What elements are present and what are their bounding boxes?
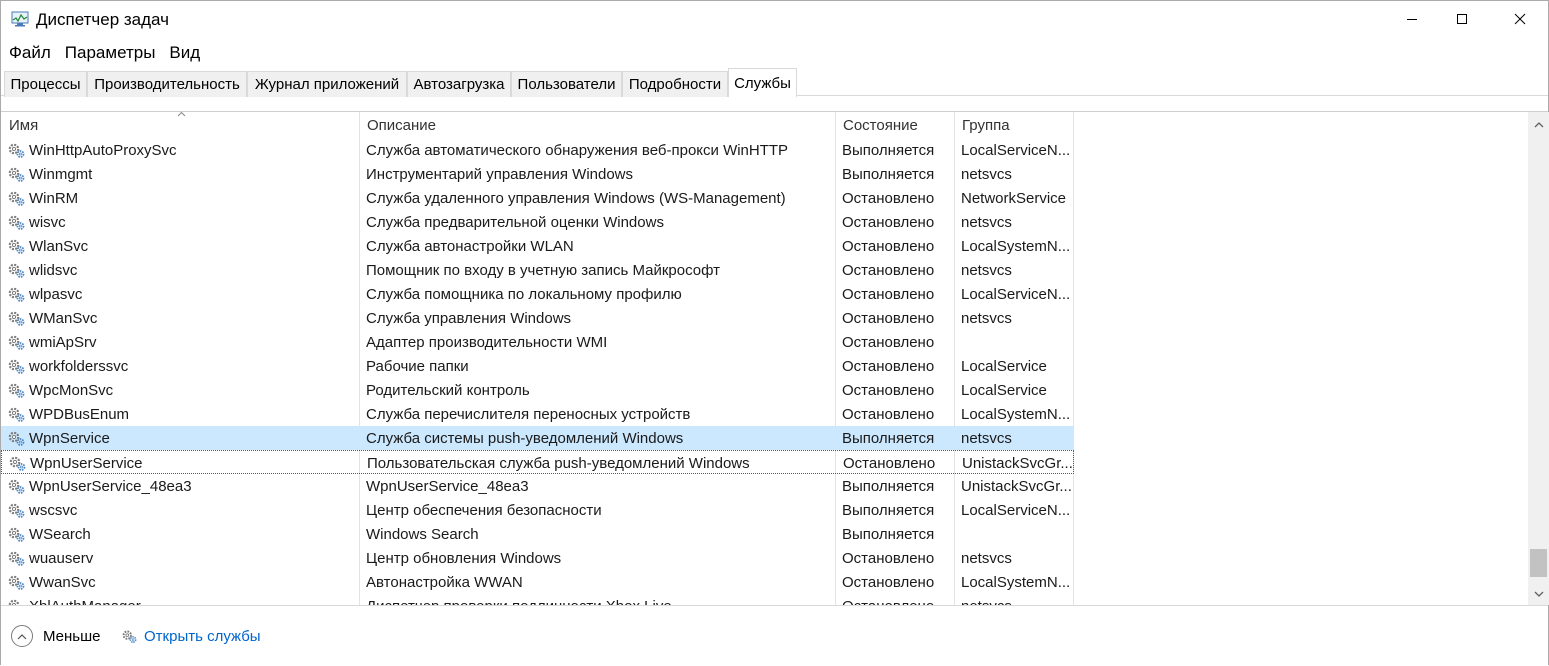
tab-startup[interactable]: Автозагрузка	[407, 71, 511, 97]
service-name: WwanSvc	[29, 573, 96, 591]
fewer-details-button[interactable]	[11, 623, 100, 649]
service-group: LocalServiceN...	[961, 501, 1071, 519]
service-status: Выполняется	[842, 165, 935, 183]
service-gear-icon	[7, 142, 26, 159]
service-group: netsvcs	[961, 213, 1012, 231]
column-header-description[interactable]	[359, 112, 835, 138]
service-group: LocalSystemN...	[961, 573, 1071, 591]
service-description: Адаптер производительности WMI	[366, 333, 608, 351]
fewer-details-label: Меньше	[43, 627, 101, 645]
table-row[interactable]	[1, 546, 1074, 570]
service-gear-icon	[7, 502, 26, 519]
table-row[interactable]	[1, 522, 1074, 546]
minimize-icon	[1406, 13, 1418, 25]
service-group: UnistackSvcGr...	[961, 477, 1072, 495]
table-row[interactable]	[1, 186, 1074, 210]
service-name: WinHttpAutoProxySvc	[29, 141, 177, 159]
service-description: WpnUserService_48ea3	[366, 477, 529, 495]
table-row[interactable]	[1, 354, 1074, 378]
service-group: LocalService	[961, 357, 1047, 375]
service-description: Родительский контроль	[366, 381, 530, 399]
table-row[interactable]	[1, 402, 1074, 426]
service-description: Служба удаленного управления Windows (WS-Management)	[366, 189, 786, 207]
menu-view[interactable]: Вид	[169, 43, 201, 62]
table-header	[1, 112, 1074, 138]
service-gear-icon	[7, 238, 26, 255]
service-status: Остановлено	[843, 454, 936, 472]
service-gear-icon	[8, 455, 27, 472]
footer	[1, 605, 1548, 666]
service-name: WSearch	[29, 525, 91, 543]
service-group: LocalService	[961, 381, 1047, 399]
service-group: netsvcs	[961, 549, 1012, 567]
service-status: Остановлено	[842, 309, 935, 327]
tab-app-history[interactable]: Журнал приложений	[247, 71, 407, 97]
service-name: WpcMonSvc	[29, 381, 114, 399]
chevron-up-circle-icon	[11, 625, 33, 647]
table-row[interactable]	[1, 138, 1074, 162]
service-status: Остановлено	[842, 333, 935, 351]
service-gear-icon	[7, 574, 26, 591]
menu-bar	[1, 39, 1548, 67]
service-name: WlanSvc	[29, 237, 89, 255]
table-row[interactable]	[1, 162, 1074, 186]
menu-options[interactable]: Параметры	[64, 43, 156, 62]
service-status: Выполняется	[842, 501, 935, 519]
service-gear-icon	[7, 550, 26, 567]
service-gear-icon	[7, 166, 26, 183]
service-status: Остановлено	[842, 285, 935, 303]
service-name: WpnService	[29, 429, 110, 447]
service-group	[961, 522, 1071, 546]
service-gear-icon	[7, 214, 26, 231]
service-group: netsvcs	[961, 165, 1012, 183]
service-gear-icon	[7, 286, 26, 303]
table-row[interactable]	[1, 474, 1074, 498]
service-gear-icon	[7, 382, 26, 399]
service-status: Остановлено	[842, 237, 935, 255]
service-description: Служба автонастройки WLAN	[366, 237, 574, 255]
minimize-button[interactable]	[1389, 1, 1435, 37]
column-header-name-label: Имя	[9, 116, 39, 134]
service-group: netsvcs	[961, 429, 1012, 447]
table-row[interactable]	[1, 426, 1074, 450]
vertical-scrollbar[interactable]	[1528, 112, 1549, 605]
sort-ascending-icon	[177, 111, 186, 117]
table-row[interactable]	[1, 306, 1074, 330]
service-description: Центр обеспечения безопасности	[366, 501, 602, 519]
service-group	[961, 330, 1071, 354]
close-button[interactable]	[1497, 1, 1543, 37]
service-status: Выполняется	[842, 141, 935, 159]
service-status: Остановлено	[842, 357, 935, 375]
service-name: WPDBusEnum	[29, 405, 130, 423]
services-gear-icon	[121, 629, 138, 644]
service-gear-icon	[7, 190, 26, 207]
service-name: WManSvc	[29, 309, 98, 327]
service-description: Служба помощника по локальному профилю	[366, 285, 682, 303]
service-group: LocalServiceN...	[961, 141, 1071, 159]
service-gear-icon	[7, 334, 26, 351]
open-services-label: Открыть службы	[144, 627, 261, 645]
table-row[interactable]	[1, 282, 1074, 306]
tab-performance[interactable]: Производительность	[87, 71, 247, 97]
tab-bar	[1, 68, 1548, 96]
service-name: WinRM	[29, 189, 79, 207]
chevron-up-icon	[1534, 121, 1544, 128]
open-services-link[interactable]	[121, 623, 261, 649]
column-header-group[interactable]	[954, 112, 1073, 138]
service-gear-icon	[7, 406, 26, 423]
service-status: Остановлено	[842, 405, 935, 423]
service-status: Остановлено	[842, 381, 935, 399]
scroll-thumb[interactable]	[1530, 549, 1547, 577]
service-group: LocalServiceN...	[961, 285, 1071, 303]
service-status: Остановлено	[842, 213, 935, 231]
service-name: Winmgmt	[29, 165, 93, 183]
tab-details[interactable]: Подробности	[622, 71, 728, 97]
service-description: Служба перечислителя переносных устройств	[366, 405, 691, 423]
scroll-up-button[interactable]	[1528, 114, 1549, 134]
service-group: LocalSystemN...	[961, 237, 1071, 255]
column-header-status[interactable]	[835, 112, 954, 138]
service-description: Пользовательская служба push-уведомлений Windows	[367, 454, 750, 472]
maximize-icon	[1456, 13, 1468, 25]
service-gear-icon	[7, 358, 26, 375]
service-status: Остановлено	[842, 189, 935, 207]
service-description: Рабочие папки	[366, 357, 469, 375]
tab-services[interactable]: Службы	[728, 68, 797, 97]
table-row[interactable]	[1, 210, 1074, 234]
service-name: wscsvc	[29, 501, 78, 519]
service-description: Служба управления Windows	[366, 309, 572, 327]
service-gear-icon	[7, 262, 26, 279]
table-row[interactable]	[1, 234, 1074, 258]
service-description: Служба системы push-уведомлений Windows	[366, 429, 684, 447]
table-row[interactable]	[1, 498, 1074, 522]
service-group: UnistackSvcGr...	[962, 454, 1073, 472]
title-bar	[1, 1, 1548, 39]
service-gear-icon	[7, 430, 26, 447]
scroll-down-button[interactable]	[1528, 584, 1549, 604]
service-description: Центр обновления Windows	[366, 549, 562, 567]
service-status: Остановлено	[842, 549, 935, 567]
tab-processes[interactable]: Процессы	[4, 71, 87, 97]
column-header-description-label: Описание	[367, 116, 437, 134]
table-row[interactable]	[1, 450, 1074, 474]
service-description: Помощник по входу в учетную запись Майкрософт	[366, 261, 720, 279]
task-manager-icon	[11, 11, 29, 27]
table-row[interactable]	[1, 378, 1074, 402]
service-gear-icon	[7, 478, 26, 495]
service-group: NetworkService	[961, 189, 1067, 207]
service-status: Выполняется	[842, 477, 935, 495]
services-table	[1, 112, 1528, 605]
maximize-button[interactable]	[1439, 1, 1485, 37]
tab-users[interactable]: Пользователи	[511, 71, 622, 97]
service-name: wuauserv	[29, 549, 94, 567]
table-row[interactable]	[1, 330, 1074, 354]
service-name: wlidsvc	[29, 261, 78, 279]
toolbar-strip	[1, 96, 1548, 112]
column-header-group-label: Группа	[962, 116, 1010, 134]
table-row[interactable]	[1, 258, 1074, 282]
close-icon	[1514, 13, 1526, 25]
service-name: wlpasvc	[29, 285, 83, 303]
service-description: Инструментарий управления Windows	[366, 165, 634, 183]
service-description: Служба автоматического обнаружения веб-прокси WinHTTP	[366, 141, 789, 159]
service-status: Остановлено	[842, 573, 935, 591]
service-name: wisvc	[29, 213, 66, 231]
column-header-status-label: Состояние	[843, 116, 918, 134]
service-name: wmiApSrv	[29, 333, 97, 351]
service-description: Автонастройка WWAN	[366, 573, 523, 591]
service-group: netsvcs	[961, 309, 1012, 327]
service-status: Остановлено	[842, 261, 935, 279]
service-name: WpnUserService_48ea3	[29, 477, 192, 495]
service-description: Служба предварительной оценки Windows	[366, 213, 664, 231]
service-name: WpnUserService	[30, 454, 143, 472]
menu-file[interactable]: Файл	[9, 43, 51, 62]
chevron-down-icon	[1534, 591, 1544, 598]
service-gear-icon	[7, 310, 26, 327]
window-title: Диспетчер задач	[36, 10, 169, 29]
service-gear-icon	[7, 526, 26, 543]
service-name: workfolderssvc	[29, 357, 129, 375]
table-row[interactable]	[1, 570, 1074, 594]
service-group: LocalSystemN...	[961, 405, 1071, 423]
service-status: Выполняется	[842, 525, 935, 543]
service-description: Windows Search	[366, 525, 479, 543]
service-group: netsvcs	[961, 261, 1012, 279]
service-status: Выполняется	[842, 429, 935, 447]
